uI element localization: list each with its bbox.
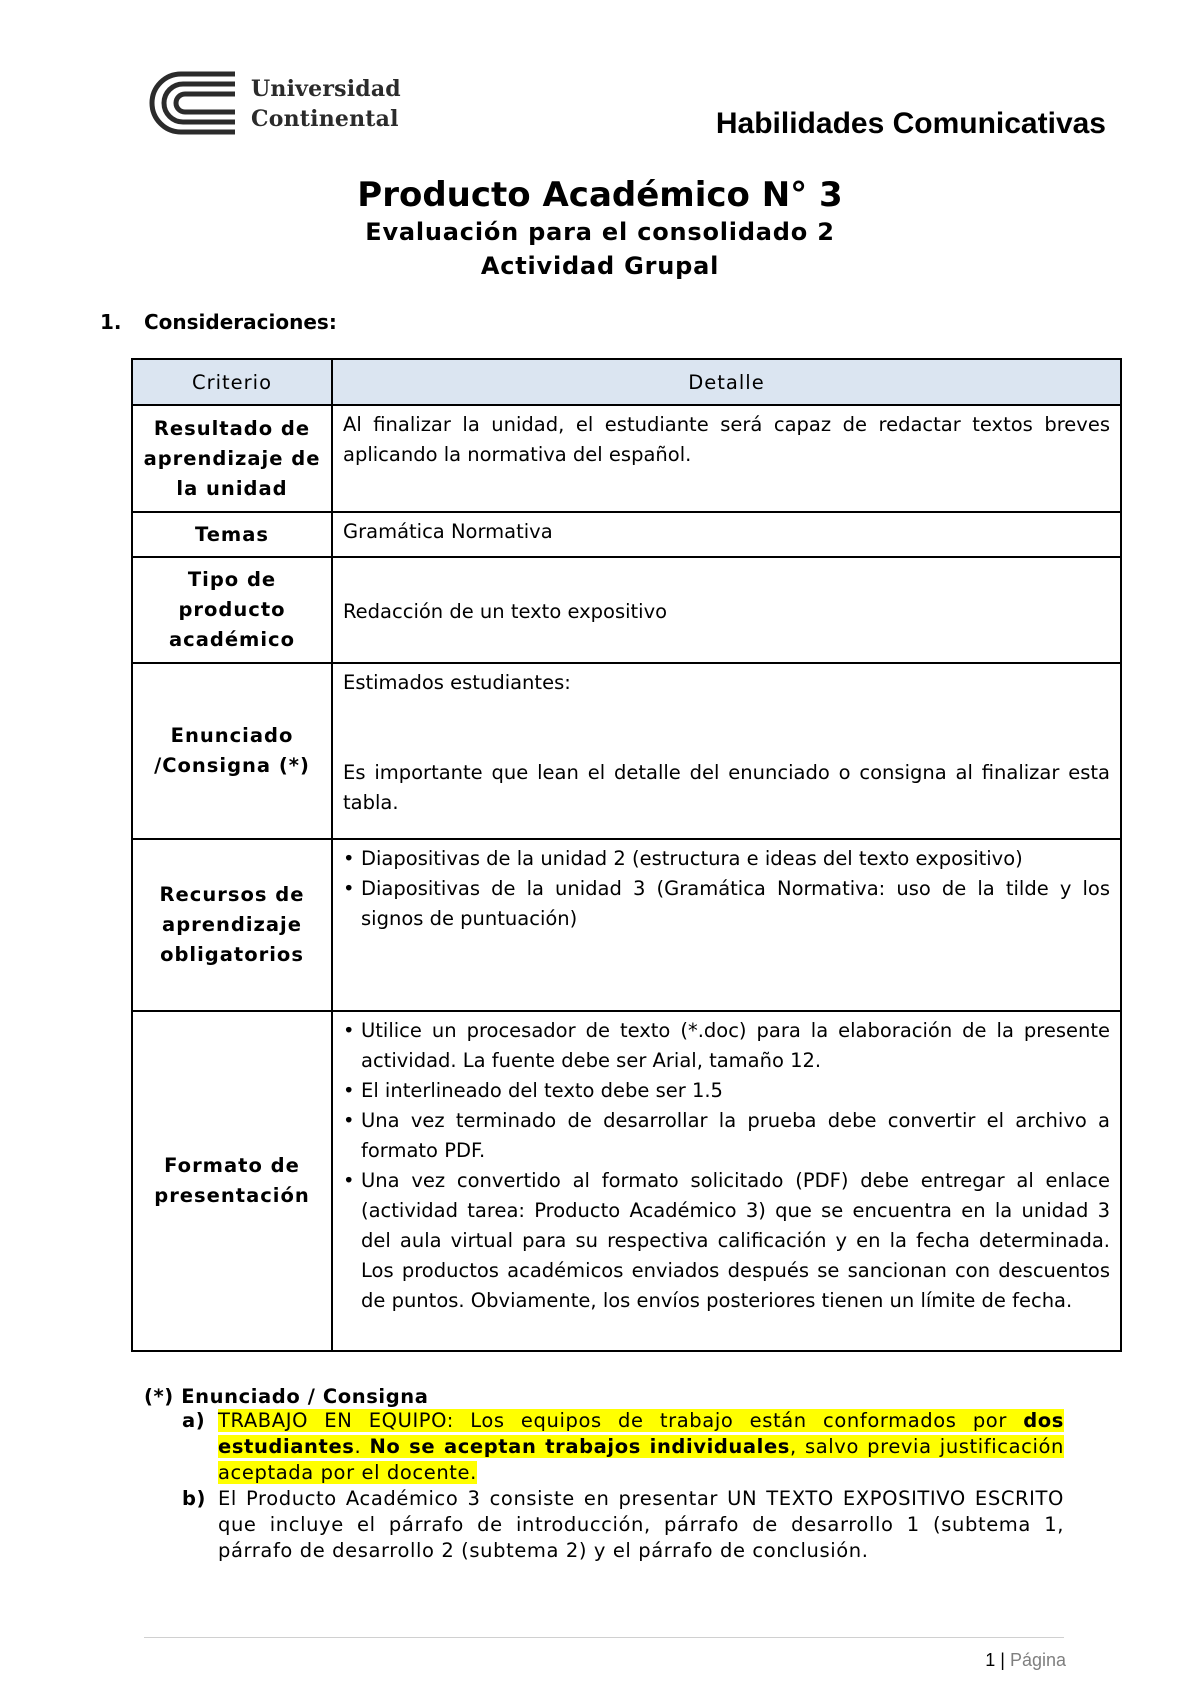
consigna-item-a <box>144 1408 1064 1486</box>
table-row-enunciado <box>132 663 1121 839</box>
highlighted-text: , salvo previa justificación aceptada por el docente. <box>218 1435 1064 1484</box>
list-item: • El interlineado del texto debe ser 1.5 <box>343 1076 1110 1106</box>
consigna-item-b <box>144 1486 1064 1564</box>
enunciado-spacer <box>343 698 1110 758</box>
criteria-table <box>131 358 1122 1352</box>
list-item: • Una vez terminado de desarrollar la prueba debe convertir el archivo a formato PDF. <box>343 1106 1110 1166</box>
row-label-tipo: Tipo de producto académico <box>132 557 332 663</box>
table-row-resultado <box>132 405 1121 512</box>
footer-separator: | <box>1000 1650 1005 1670</box>
row-detail-resultado: Al finalizar la unidad, el estudiante será capaz de redactar textos breves aplicando la normativa del español. <box>332 405 1121 512</box>
logo-text-line2: Continental <box>251 106 399 132</box>
enunciado-greeting: Estimados estudiantes: <box>343 671 571 694</box>
recursos-list <box>343 844 1110 934</box>
list-item: • Utilice un procesador de texto (*.doc) para la elaboración de la presente actividad. La fuente debe ser Arial, tamaño 12. <box>343 1016 1110 1076</box>
university-logo-icon <box>143 70 239 136</box>
formato-list <box>343 1016 1110 1316</box>
item-marker: b) <box>182 1487 207 1510</box>
university-logo <box>143 70 401 140</box>
table-row-formato <box>132 1011 1121 1351</box>
section-number: 1. <box>100 310 122 334</box>
section-heading <box>100 310 337 334</box>
page-label: Página <box>1009 1650 1066 1670</box>
row-label-temas: Temas <box>132 512 332 557</box>
table-row-temas <box>132 512 1121 557</box>
row-detail-temas: Gramática Normativa <box>332 512 1121 557</box>
document-title: Producto Académico N° 3 <box>357 175 843 215</box>
row-detail-enunciado <box>332 663 1121 839</box>
page-number: 1 <box>985 1650 996 1670</box>
item-marker: a) <box>182 1409 206 1432</box>
row-detail-recursos <box>332 839 1121 1011</box>
list-item: • Una vez convertido al formato solicitado (PDF) debe entregar al enlace (actividad tarea: Producto Académico 3) que se encuentra en la unidad 3 del aula virtual para su respectiva calificación y en la fecha determinada. Los productos académicos enviados después se sancionan con descuentos de puntos. Obviamente, los envíos posteriores tienen un límite de fecha. <box>343 1166 1110 1316</box>
footer-divider <box>144 1637 1064 1638</box>
row-label-formato: Formato de presentación <box>132 1011 332 1351</box>
table-header-row <box>132 359 1121 405</box>
row-label-recursos: Recursos de aprendizaje obligatorios <box>132 839 332 1011</box>
header-criterio: Criterio <box>132 359 332 405</box>
row-detail-formato <box>332 1011 1121 1351</box>
row-label-enunciado: Enunciado /Consigna (*) <box>132 663 332 839</box>
table-row-recursos <box>132 839 1121 1011</box>
item-text: El Producto Académico 3 consiste en presentar UN TEXTO EXPOSITIVO ESCRITO que incluye el párrafo de introducción, párrafo de desarrollo 1 (subtema 1, párrafo de desarrollo 2 (subtema 2) y el párrafo de conclusión. <box>218 1487 1064 1562</box>
row-label-resultado: Resultado de aprendizaje de la unidad <box>132 405 332 512</box>
enunciado-note: Es importante que lean el detalle del enunciado o consigna al finalizar esta tabla. <box>343 761 1110 814</box>
section-label: Consideraciones: <box>144 310 337 334</box>
document-activity-type: Actividad Grupal <box>480 252 720 280</box>
table-row-tipo <box>132 557 1121 663</box>
highlighted-text: . <box>354 1435 370 1458</box>
highlighted-bold-text: dos estudiantes <box>218 1409 1064 1458</box>
highlighted-bold-text: No se aceptan trabajos individuales <box>369 1435 790 1458</box>
consigna-title: (*) Enunciado / Consigna <box>144 1385 429 1408</box>
row-detail-tipo: Redacción de un texto expositivo <box>332 557 1121 663</box>
course-title: Habilidades Comunicativas <box>715 107 1106 140</box>
header-detalle: Detalle <box>332 359 1121 405</box>
page-footer <box>985 1650 1066 1671</box>
document-subtitle: Evaluación para el consolidado 2 <box>365 218 835 246</box>
logo-text-line1: Universidad <box>251 76 401 102</box>
list-item: • Diapositivas de la unidad 3 (Gramática Normativa: uso de la tilde y los signos de puntuación) <box>343 874 1110 934</box>
consigna-section <box>144 1385 1064 1564</box>
list-item: • Diapositivas de la unidad 2 (estructura e ideas del texto expositivo) <box>343 844 1110 874</box>
highlighted-text: TRABAJO EN EQUIPO: Los equipos de trabajo están conformados por <box>218 1409 1024 1432</box>
